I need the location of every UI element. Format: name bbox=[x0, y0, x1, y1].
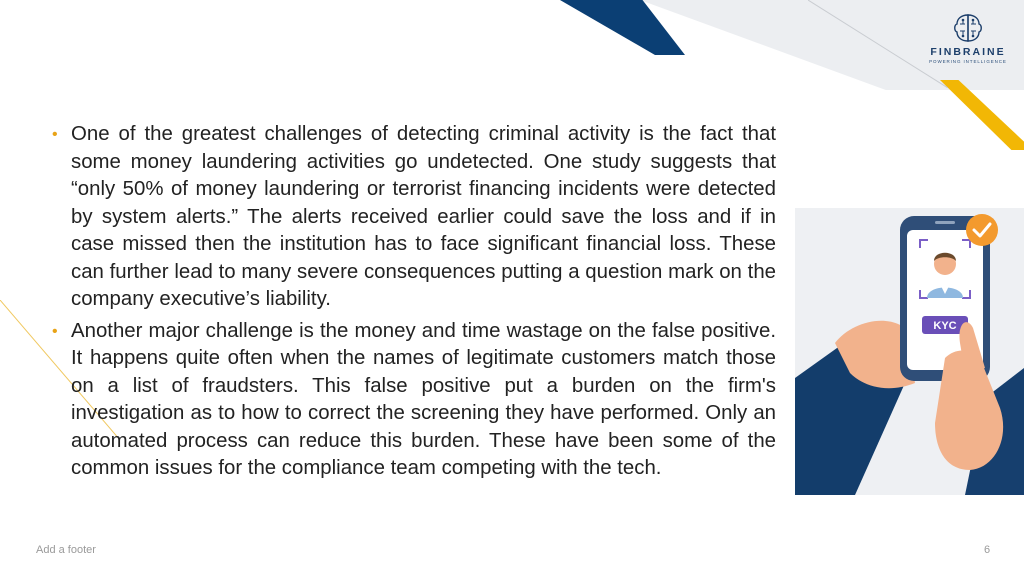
page-number: 6 bbox=[984, 544, 991, 556]
kyc-badge-label: KYC bbox=[933, 320, 957, 332]
brain-circuit-icon bbox=[951, 12, 985, 44]
bullet-text-1: One of the greatest challenges of detecting criminal activity is the fact that some money laundering activities go undetected. One study suggests that “only 50% of money laundering or terrorist financing incidents were detected by system alerts.” The alerts received earlier could save the loss and if in case missed then the institution has to face significant financial loss. These can further lead to many severe consequences putting a question mark on the company executive’s liability. bbox=[71, 123, 776, 310]
gold-diagonal-band bbox=[940, 80, 1024, 150]
slide-body bbox=[50, 121, 776, 483]
bullet-paragraph-1 bbox=[50, 121, 776, 314]
logo-tagline: POWERING INTELLIGENCE bbox=[929, 59, 1007, 64]
logo-wordmark: FINBRAINE bbox=[930, 46, 1006, 58]
kyc-phone-illustration bbox=[795, 208, 1024, 495]
bullet-dot-icon: • bbox=[52, 322, 58, 340]
bullet-text-2: Another major challenge is the money and time wastage on the false positive. It happens quite often when the names of legitimate customers match those on a list of fraudsters. This false positive put a burden on the firm's investigation as to how to correct the screening they have performed. Only an automated process can reduce this burden. These have been some of the common issues for the compliance team competing with the tech. bbox=[71, 319, 776, 479]
footer-text: Add a footer bbox=[36, 544, 96, 556]
company-logo bbox=[922, 12, 1014, 64]
bullet-dot-icon: • bbox=[52, 126, 58, 143]
bullet-paragraph-2 bbox=[50, 318, 776, 483]
